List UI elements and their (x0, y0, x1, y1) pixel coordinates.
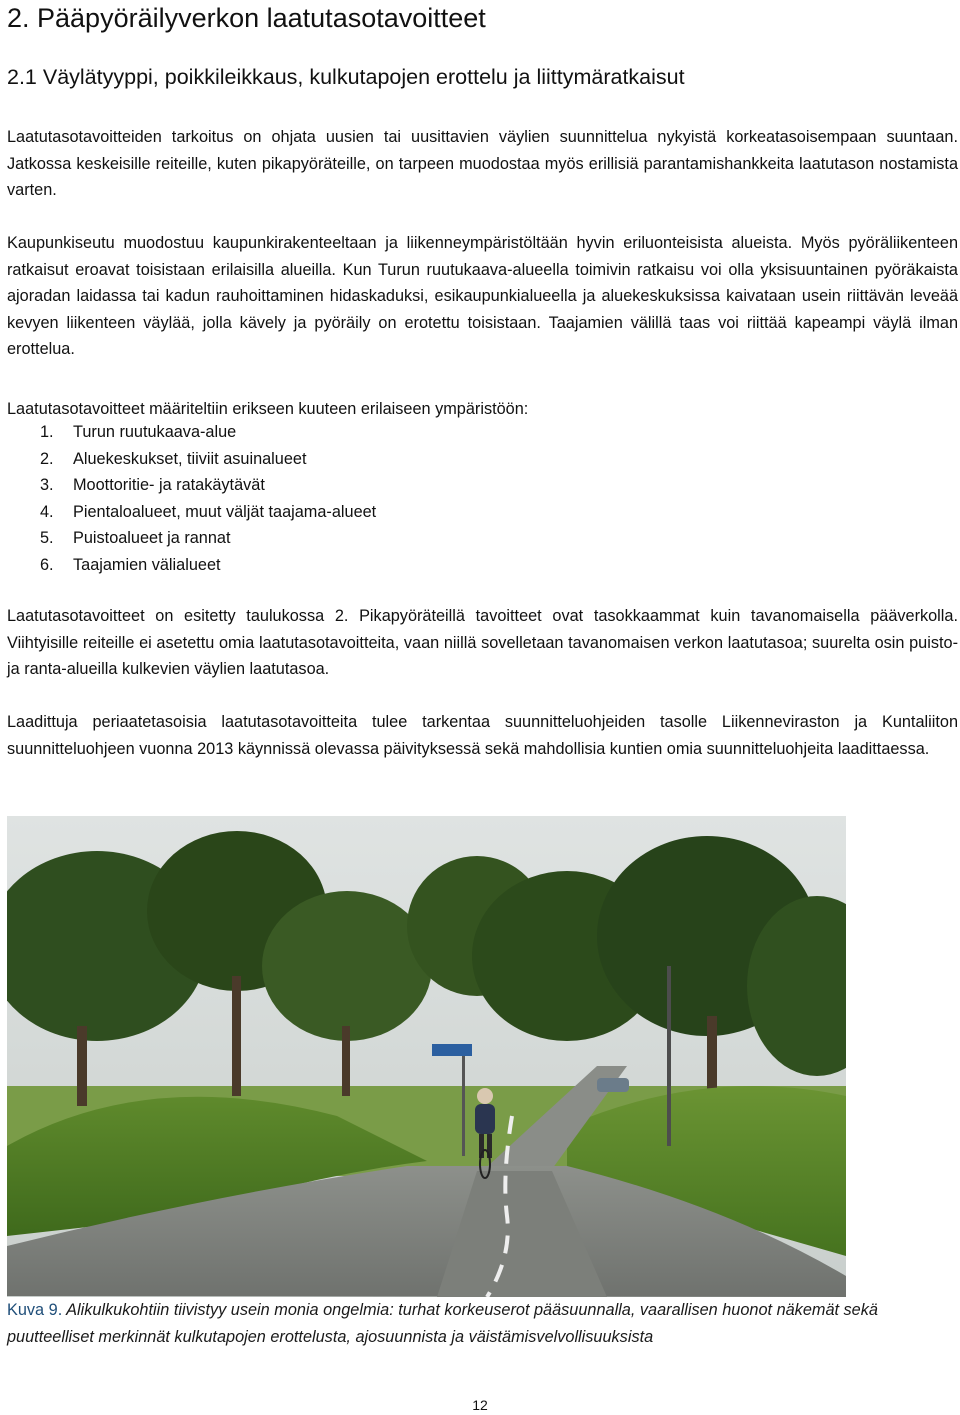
list-item: 2. Aluekeskukset, tiiviit asuinalueet (40, 449, 307, 468)
list-item: 5. Puistoalueet ja rannat (40, 529, 231, 548)
figure-caption-label: Kuva 9. (7, 1301, 63, 1319)
figure-caption (7, 1297, 958, 1351)
paragraph-guidelines: Laadittuja periaatetasoisia laatutasotavoitteita tulee tarkentaa suunnitteluohjeiden tasolle Liikenneviraston ja Kuntaliiton suunnitteluohjeen vuonna 2013 käynnissä olevassa päivityksessä sekä mahdollisia kuntien omia suunnitteluohjeita laadittaessa. (7, 713, 958, 758)
environment-list (7, 419, 376, 579)
photo-underpass-junction (7, 816, 846, 1297)
subsection-heading: 2.1 Väylätyyppi, poikkileikkaus, kulkutapojen erottelu ja liittymäratkaisut (7, 65, 685, 89)
paragraph-table-reference: Laatutasotavoitteet on esitetty taulukossa 2. Pikapyöräteillä tavoitteet ovat tasokkaammat kuin tavanomaisella pääverkolla. Viihtyisille reiteille ei asetettu omia laatutasotavoitteita, vaan niillä sovelletaan tavanomaisen verkon laatutasoa; suurelta osin puisto- ja ranta-alueilla kulkevien väylien laatutasoa. (7, 607, 958, 679)
list-item: 1. Turun ruutukaava-alue (40, 423, 237, 441)
list-item: 4. Pientaloalueet, muut väljät taajama-alueet (40, 502, 377, 521)
figure-caption-text: Alikulkukohtiin tiivistyy usein monia ongelmia: turhat korkeuserot pääsuunnalla, vaarallisen huonot näkemät sekä puutteelliset merkinnät kulkutapojen erottelusta, ajosuunnista ja väistämisvelvollisuuksista (7, 1301, 878, 1346)
list-item: 3. Moottoritie- ja ratakäytävät (40, 476, 265, 495)
paragraph-city-region: Kaupunkiseutu muodostuu kaupunkirakenteeltaan ja liikenneympäristöltään hyvin eriluonteisista alueista. Myös pyöräliikenteen ratkaisut eroavat toisistaan erilaisilla alueilla. Kun Turun ruutukaava-alueella toimivin ratkaisu voi olla yksisuuntainen pyöräkaista ajoradan laidassa tai kadun rauhoittaminen hidaskaduksi, esikaupunkialueella ja aluekeskuksissa kaivataan usein riittävän leveää kevyen liikenteen väylää, jolla kävely ja pyöräily on erotettu toisistaan. Taajamien välillä taas voi riittää kapeampi väylä ilman erottelua. (7, 234, 958, 359)
paragraph-environments-lead: Laatutasotavoitteet määriteltiin erikseen kuuteen erilaiseen ympäristöön: (7, 400, 529, 418)
list-item: 6. Taajamien välialueet (40, 555, 221, 574)
paragraph-purpose: Laatutasotavoitteiden tarkoitus on ohjata uusien tai uusittavien väylien suunnittelua nykyistä korkeatasoisempaan suuntaan. Jatkossa keskeisille reiteille, kuten pikapyöräteille, on tarpeen muodostaa myös erillisiä parantamishankkeita laatutason nostamista varten. (7, 128, 958, 200)
page-number: 12 (472, 1397, 488, 1413)
section-heading: 2. Pääpyöräilyverkon laatutasotavoitteet (7, 3, 486, 33)
